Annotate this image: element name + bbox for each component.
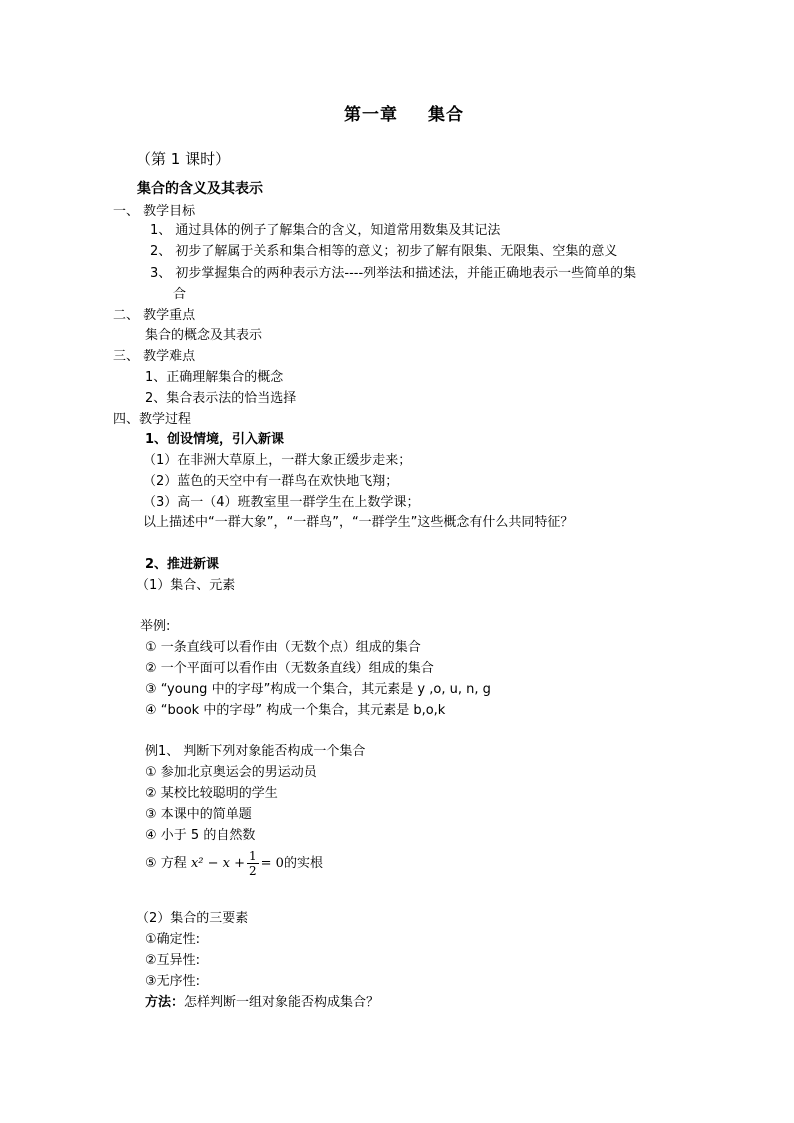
subsection-heading: （2）集合的三要素 <box>136 911 249 926</box>
formula-left: x² − x + <box>190 856 245 871</box>
equation-suffix: 的实根 <box>283 856 323 871</box>
method-label: 方法： <box>145 995 185 1010</box>
list-item: （1）在非洲大草原上，一群大象正缓步走来； <box>143 453 412 468</box>
section-heading: 四、教学过程 <box>113 412 192 427</box>
list-item: ② 某校比较聪明的学生 <box>145 786 278 801</box>
list-item: 2、 初步了解属于关系和集合相等的意义；初步了解有限集、无限集、空集的意义 <box>150 244 618 259</box>
fraction <box>247 849 259 878</box>
question-text: 以上描述中“一群大象”，“一群鸟”，“一群学生”这些概念有什么共同特征？ <box>143 515 574 530</box>
property-item: ①确定性: <box>145 932 201 947</box>
formula-right: = 0 <box>260 856 284 871</box>
list-item: （2）蓝色的天空中有一群鸟在欢快地飞翔； <box>143 474 399 489</box>
fraction-denominator: 2 <box>249 864 257 878</box>
chapter-name: 集合 <box>428 105 464 125</box>
equation-formula <box>190 849 284 878</box>
section-heading: 一、 教学目标 <box>113 204 196 219</box>
list-item: ④ 小于 5 的自然数 <box>145 828 256 843</box>
section-heading: 三、 教学难点 <box>113 349 196 364</box>
list-item: 1、 通过具体的例子了解集合的含义，知道常用数集及其记法 <box>150 223 501 238</box>
fraction-numerator: 1 <box>249 849 257 863</box>
section-heading: 二、 教学重点 <box>113 308 196 323</box>
property-item: ②互异性: <box>145 953 201 968</box>
chapter-label: 第一章 <box>344 105 398 125</box>
step-heading: 2、推进新课 <box>145 557 220 572</box>
list-item: ① 一条直线可以看作由（无数个点）组成的集合 <box>145 640 421 655</box>
list-item: ② 一个平面可以看作由（无数条直线）组成的集合 <box>145 661 434 676</box>
list-item: 2、集合表示法的恰当选择 <box>145 391 297 406</box>
method-line <box>145 994 379 1012</box>
list-item-continuation: 合 <box>173 287 187 302</box>
topic-heading: 集合的含义及其表示 <box>137 181 263 197</box>
list-item: ③ 本课中的简单题 <box>145 807 252 822</box>
lesson-label: （第 1 课时） <box>136 150 231 168</box>
list-item: 3、 初步掌握集合的两种表示方法----列举法和描述法，并能正确地表示一些简单的集 <box>150 266 637 281</box>
list-item: 1、正确理解集合的概念 <box>145 370 284 385</box>
example-title: 例1、 判断下列对象能否构成一个集合 <box>145 744 366 759</box>
page-title <box>344 106 464 124</box>
list-item: ① 参加北京奥运会的男运动员 <box>145 765 317 780</box>
list-item: （3）高一（4）班教室里一群学生在上数学课； <box>143 495 420 510</box>
list-item: ④ “book 中的字母” 构成一个集合，其元素是 b,o,k <box>145 703 446 718</box>
list-item: ③ “young 中的字母”构成一个集合，其元素是 y ,o, u, n, g <box>145 682 491 697</box>
list-item-equation <box>145 846 323 882</box>
property-item: ③无序性: <box>145 974 201 989</box>
method-text: 怎样判断一组对象能否构成集合？ <box>184 995 380 1010</box>
list-item: 集合的概念及其表示 <box>145 328 263 343</box>
step-heading: 1、创设情境，引入新课 <box>145 432 285 447</box>
equation-prefix: ⑤ 方程 <box>145 856 187 871</box>
subsection-heading: （1）集合、元素 <box>136 578 236 593</box>
examples-label: 举例: <box>140 619 171 634</box>
